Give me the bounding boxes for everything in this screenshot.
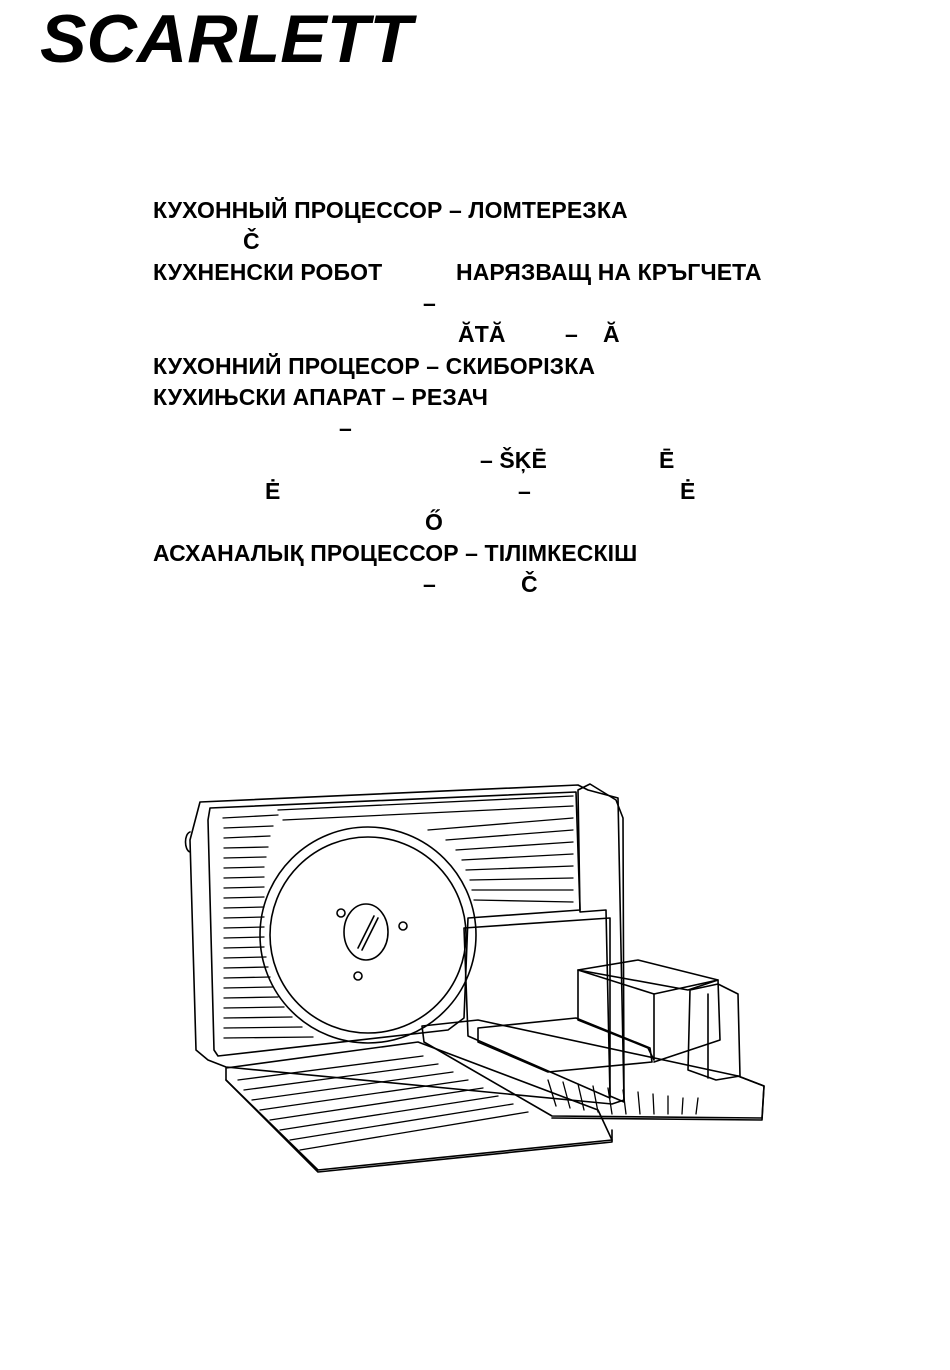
title-ru: КУХОННЫЙ ПРОЦЕССОР – ЛОМТЕРЕЗКА xyxy=(152,197,628,223)
title-lt-dash: – xyxy=(517,478,531,504)
title-line-13a xyxy=(410,545,436,597)
sliding-carriage xyxy=(422,1020,764,1118)
food-holder-top xyxy=(578,960,718,990)
title-line-12 xyxy=(140,514,637,566)
scarlett-logo xyxy=(40,2,420,72)
title-ro-part-2: Ă xyxy=(602,321,620,347)
title-lv-part-1: – ŠĶĒ xyxy=(479,447,547,473)
slicer-housing-outer xyxy=(190,785,624,1104)
title-bg-part-2: НАРЯЗВАЩ НА КРЪГЧЕТА xyxy=(455,259,762,285)
title-line-7 xyxy=(140,358,488,410)
title-rs: КУХИЊСКИ АПАРАТ – РЕЗАЧ xyxy=(152,384,489,410)
title-ro-dash: – xyxy=(564,321,578,347)
title-line-1 xyxy=(140,171,628,223)
title-line-10b xyxy=(505,452,531,504)
slicer-blade-inner xyxy=(270,837,466,1033)
title-last-dash: – xyxy=(422,571,436,597)
title-ro-part-1: ĂTĂ xyxy=(457,321,506,347)
title-bg-part-1: КУХНЕНСКИ РОБОТ xyxy=(152,259,383,285)
thickness-guide-front xyxy=(464,918,610,1098)
title-dash: – xyxy=(422,290,436,316)
title-cz-mark: Č xyxy=(242,228,260,254)
food-slicer-illustration xyxy=(178,780,770,1180)
hub-screw-1 xyxy=(337,909,345,917)
title-line-8 xyxy=(326,389,352,441)
title-line-13b xyxy=(508,545,538,597)
food-holder-body xyxy=(578,970,654,1060)
title-dash-2: – xyxy=(338,415,352,441)
title-lt-part-2: Ė xyxy=(679,478,696,504)
slicer-blade-disc xyxy=(260,827,476,1043)
title-lt-part-1: Ė xyxy=(264,478,281,504)
base-right-edge xyxy=(552,1076,764,1120)
logo-text: SCARLETT xyxy=(40,2,418,72)
food-holder-right xyxy=(654,980,720,1062)
title-line-10c xyxy=(667,452,695,504)
title-ua: КУХОННИЙ ПРОЦЕСОР – СКИБОРІЗКА xyxy=(152,353,596,379)
title-line-10a xyxy=(252,452,280,504)
title-line-3b xyxy=(443,233,762,285)
pusher-tray xyxy=(478,1018,652,1072)
hub-screw-2 xyxy=(399,922,407,930)
blade-hub-slot xyxy=(358,916,378,950)
title-kz: АСХАНАЛЫҚ ПРОЦЕССОР – ТІЛІМКЕСКІШ xyxy=(152,540,638,566)
title-last-mark: Č xyxy=(520,571,538,597)
title-line-4 xyxy=(410,264,436,316)
hub-screw-3 xyxy=(354,972,362,980)
title-line-3 xyxy=(140,233,382,285)
title-hu-mark: Ő xyxy=(424,509,443,535)
thickness-guide-panel xyxy=(578,784,624,1102)
title-lv-part-2: Ē xyxy=(658,447,675,473)
back-plate-ribs xyxy=(223,796,573,1038)
carriage-end-stop xyxy=(688,984,740,1080)
